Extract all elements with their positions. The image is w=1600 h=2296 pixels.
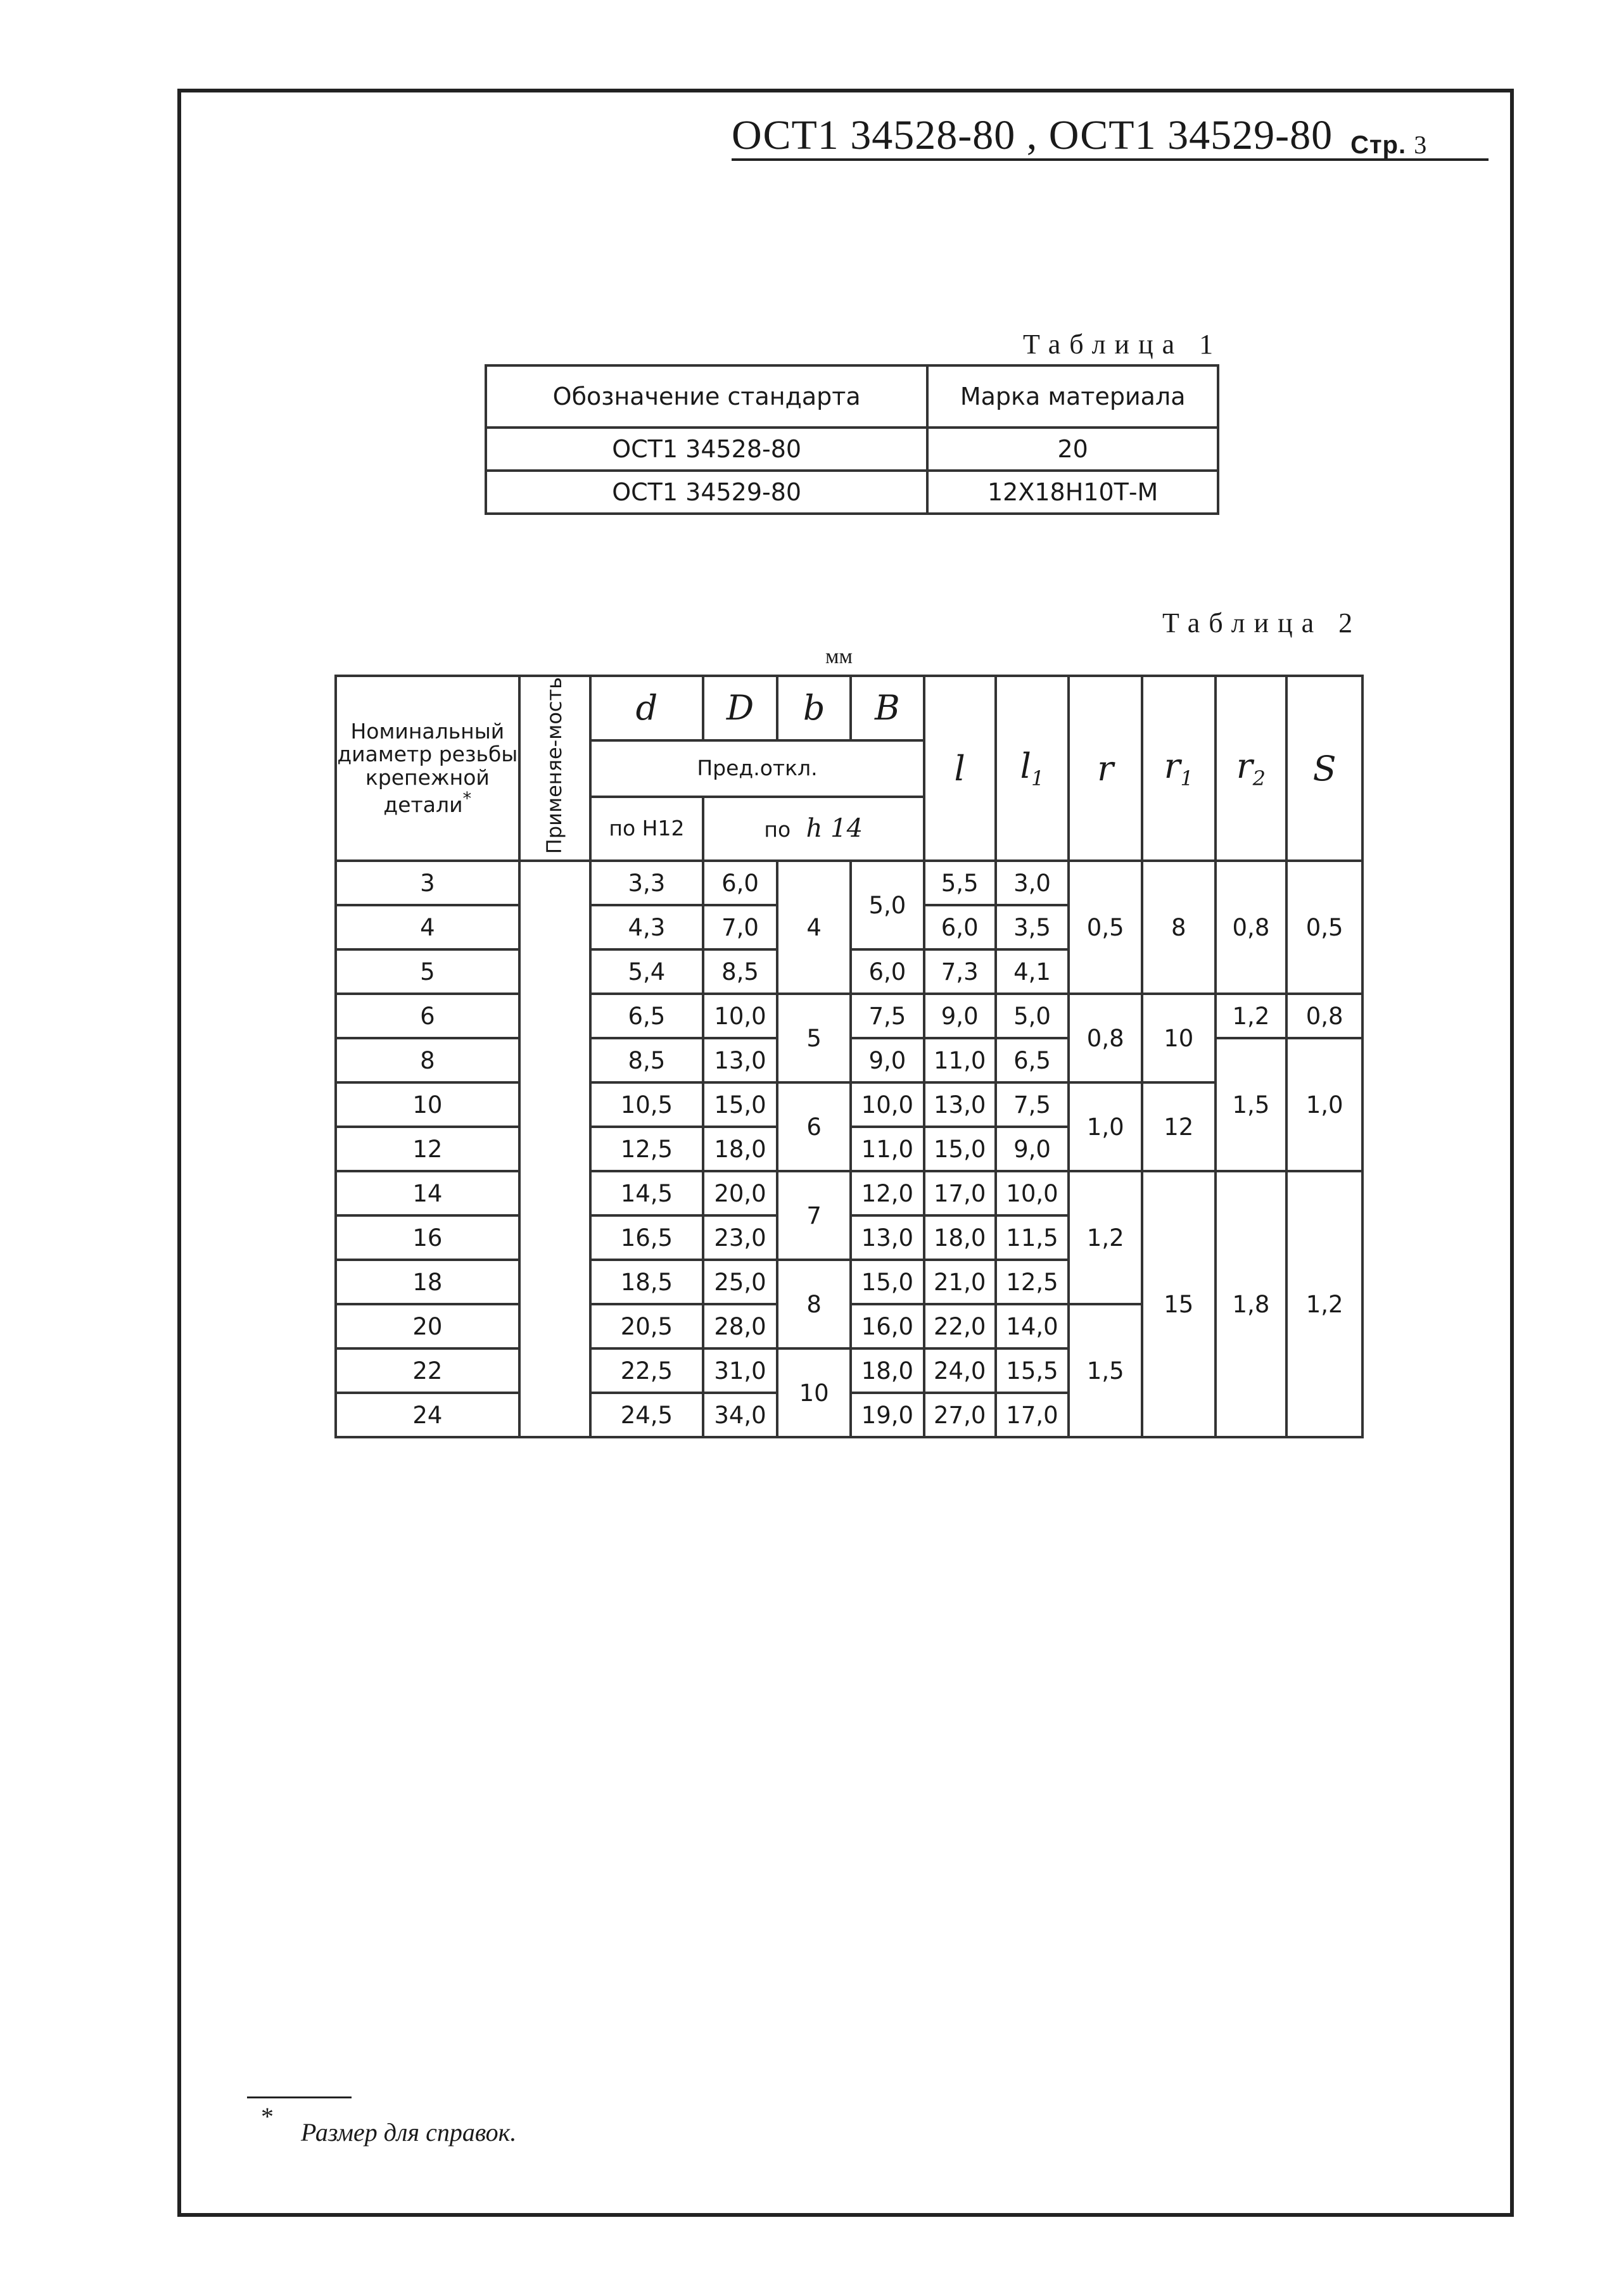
d-cell: 18,5 — [590, 1260, 702, 1304]
l-cell: 11,0 — [924, 1038, 996, 1082]
r1-cell: 8 — [1142, 861, 1216, 994]
l1-cell: 14,0 — [996, 1304, 1069, 1348]
material-table — [485, 364, 1219, 515]
r-cell: 1,5 — [1069, 1304, 1142, 1437]
l-cell: 22,0 — [924, 1304, 996, 1348]
l1-cell: 3,0 — [996, 861, 1069, 905]
b-cell: 6 — [777, 1082, 851, 1171]
D-cell: 7,0 — [703, 905, 778, 949]
table-row — [336, 1082, 1362, 1127]
b-cell: 8 — [777, 1260, 851, 1348]
l1-cell: 15,5 — [996, 1348, 1069, 1393]
l1-cell: 7,5 — [996, 1082, 1069, 1127]
l-cell: 15,0 — [924, 1127, 996, 1171]
table-row — [486, 471, 1218, 514]
table-row — [336, 861, 1362, 905]
r-cell: 0,5 — [1069, 861, 1142, 994]
B-cell: 15,0 — [851, 1260, 924, 1304]
s-cell: 0,5 — [1286, 861, 1362, 994]
header-tol-h14-prefix: по — [764, 817, 791, 842]
table-row — [486, 428, 1218, 471]
d-cell: 4,3 — [590, 905, 702, 949]
D-cell: 28,0 — [703, 1304, 778, 1348]
B-cell: 11,0 — [851, 1127, 924, 1171]
l-cell: 18,0 — [924, 1215, 996, 1260]
header-nominal-text: Номинальный диаметр резьбы крепежной детали — [337, 719, 518, 817]
document-header — [732, 103, 1489, 160]
standard-code: ОСТ1 34528-80 , ОСТ1 34529-80 — [732, 112, 1333, 158]
r-cell: 1,0 — [1069, 1082, 1142, 1171]
b-cell: 7 — [777, 1171, 851, 1260]
l-cell: 7,3 — [924, 949, 996, 994]
l-cell: 5,5 — [924, 861, 996, 905]
s-cell: 1,2 — [1286, 1171, 1362, 1437]
header-applicability-text: Применяе-мость — [542, 677, 567, 854]
nominal-cell: 8 — [336, 1038, 519, 1082]
l1-cell: 6,5 — [996, 1038, 1069, 1082]
l-cell: 6,0 — [924, 905, 996, 949]
B-cell: 5,0 — [851, 861, 924, 949]
header-tol-h12: по Н12 — [590, 797, 702, 861]
d-cell: 16,5 — [590, 1215, 702, 1260]
b-cell: 4 — [777, 861, 851, 994]
nominal-cell: 3 — [336, 861, 519, 905]
r-cell: 0,8 — [1069, 994, 1142, 1082]
d-cell: 6,5 — [590, 994, 702, 1038]
B-cell: 13,0 — [851, 1215, 924, 1260]
r2-cell: 0,8 — [1216, 861, 1287, 994]
header-tol-h14-value: h 14 — [806, 814, 863, 844]
D-cell: 20,0 — [703, 1171, 778, 1215]
header-d: d — [590, 676, 702, 740]
standard-cell: ОСТ1 34529-80 — [486, 471, 927, 514]
header-l: l — [924, 676, 996, 861]
header-D: D — [703, 676, 778, 740]
footnote-text: Размер для справок. — [301, 2118, 517, 2147]
s-cell: 1,0 — [1286, 1038, 1362, 1171]
material-cell: 20 — [927, 428, 1218, 471]
r2-cell: 1,2 — [1216, 994, 1287, 1038]
B-cell: 10,0 — [851, 1082, 924, 1127]
table1-caption: Таблица 1 — [1023, 329, 1222, 360]
r2-cell: 1,8 — [1216, 1171, 1287, 1437]
D-cell: 8,5 — [703, 949, 778, 994]
nominal-cell: 4 — [336, 905, 519, 949]
header-tol-h14 — [703, 797, 924, 861]
header-s: S — [1286, 676, 1362, 861]
d-cell: 10,5 — [590, 1082, 702, 1127]
l1-cell: 9,0 — [996, 1127, 1069, 1171]
d-cell: 24,5 — [590, 1393, 702, 1437]
nominal-cell: 14 — [336, 1171, 519, 1215]
D-cell: 31,0 — [703, 1348, 778, 1393]
page-number: 3 — [1414, 130, 1428, 159]
l1-cell: 11,5 — [996, 1215, 1069, 1260]
page-label: Стр. — [1350, 131, 1407, 159]
table1-header-standard: Обозначение стандарта — [486, 365, 927, 428]
r1-cell: 12 — [1142, 1082, 1216, 1171]
r-cell: 1,2 — [1069, 1171, 1142, 1304]
B-cell: 19,0 — [851, 1393, 924, 1437]
d-cell: 5,4 — [590, 949, 702, 994]
l1-cell: 10,0 — [996, 1171, 1069, 1215]
footnote-mark: * — [261, 2102, 274, 2131]
header-B: B — [851, 676, 924, 740]
l1-cell: 4,1 — [996, 949, 1069, 994]
nominal-cell: 24 — [336, 1393, 519, 1437]
d-cell: 14,5 — [590, 1171, 702, 1215]
nominal-cell: 12 — [336, 1127, 519, 1171]
footnote-divider — [247, 2096, 352, 2098]
dimensions-table — [334, 675, 1364, 1438]
D-cell: 34,0 — [703, 1393, 778, 1437]
r1-cell: 15 — [1142, 1171, 1216, 1437]
applicability-cell — [519, 861, 591, 1437]
header-l1: $l_1$ — [996, 676, 1069, 861]
l1-cell: 12,5 — [996, 1260, 1069, 1304]
nominal-footnote-mark: * — [462, 788, 472, 809]
l-cell: 13,0 — [924, 1082, 996, 1127]
header-r: r — [1069, 676, 1142, 861]
B-cell: 9,0 — [851, 1038, 924, 1082]
table2-caption: Таблица 2 — [1162, 607, 1362, 638]
nominal-cell: 5 — [336, 949, 519, 994]
nominal-cell: 22 — [336, 1348, 519, 1393]
unit-label: мм — [825, 645, 853, 668]
material-cell: 12Х18Н10Т-М — [927, 471, 1218, 514]
D-cell: 10,0 — [703, 994, 778, 1038]
l1-cell: 5,0 — [996, 994, 1069, 1038]
D-cell: 18,0 — [703, 1127, 778, 1171]
page-indicator — [1350, 130, 1427, 160]
d-cell: 3,3 — [590, 861, 702, 905]
nominal-cell: 6 — [336, 994, 519, 1038]
l1-cell: 3,5 — [996, 905, 1069, 949]
B-cell: 6,0 — [851, 949, 924, 994]
header-applicability — [519, 676, 591, 861]
B-cell: 16,0 — [851, 1304, 924, 1348]
table-row — [336, 1171, 1362, 1215]
D-cell: 23,0 — [703, 1215, 778, 1260]
header-r1: $r_1$ — [1142, 676, 1216, 861]
B-cell: 7,5 — [851, 994, 924, 1038]
b-cell: 5 — [777, 994, 851, 1082]
table-row — [336, 994, 1362, 1038]
d-cell: 20,5 — [590, 1304, 702, 1348]
l-cell: 21,0 — [924, 1260, 996, 1304]
header-r2: $r_2$ — [1216, 676, 1287, 861]
D-cell: 6,0 — [703, 861, 778, 905]
nominal-cell: 18 — [336, 1260, 519, 1304]
D-cell: 25,0 — [703, 1260, 778, 1304]
header-tolerance: Пред.откл. — [590, 740, 924, 797]
standard-cell: ОСТ1 34528-80 — [486, 428, 927, 471]
D-cell: 15,0 — [703, 1082, 778, 1127]
s-cell: 0,8 — [1286, 994, 1362, 1038]
nominal-cell: 10 — [336, 1082, 519, 1127]
header-nominal — [336, 676, 519, 861]
l1-cell: 17,0 — [996, 1393, 1069, 1437]
l-cell: 24,0 — [924, 1348, 996, 1393]
r1-cell: 10 — [1142, 994, 1216, 1082]
l-cell: 27,0 — [924, 1393, 996, 1437]
nominal-cell: 20 — [336, 1304, 519, 1348]
l-cell: 9,0 — [924, 994, 996, 1038]
r2-cell: 1,5 — [1216, 1038, 1287, 1171]
B-cell: 18,0 — [851, 1348, 924, 1393]
b-cell: 10 — [777, 1348, 851, 1437]
header-b: b — [777, 676, 851, 740]
header-underline — [732, 158, 1489, 161]
d-cell: 8,5 — [590, 1038, 702, 1082]
l-cell: 17,0 — [924, 1171, 996, 1215]
D-cell: 13,0 — [703, 1038, 778, 1082]
B-cell: 12,0 — [851, 1171, 924, 1215]
d-cell: 12,5 — [590, 1127, 702, 1171]
d-cell: 22,5 — [590, 1348, 702, 1393]
nominal-cell: 16 — [336, 1215, 519, 1260]
table1-header-material: Марка материала — [927, 365, 1218, 428]
